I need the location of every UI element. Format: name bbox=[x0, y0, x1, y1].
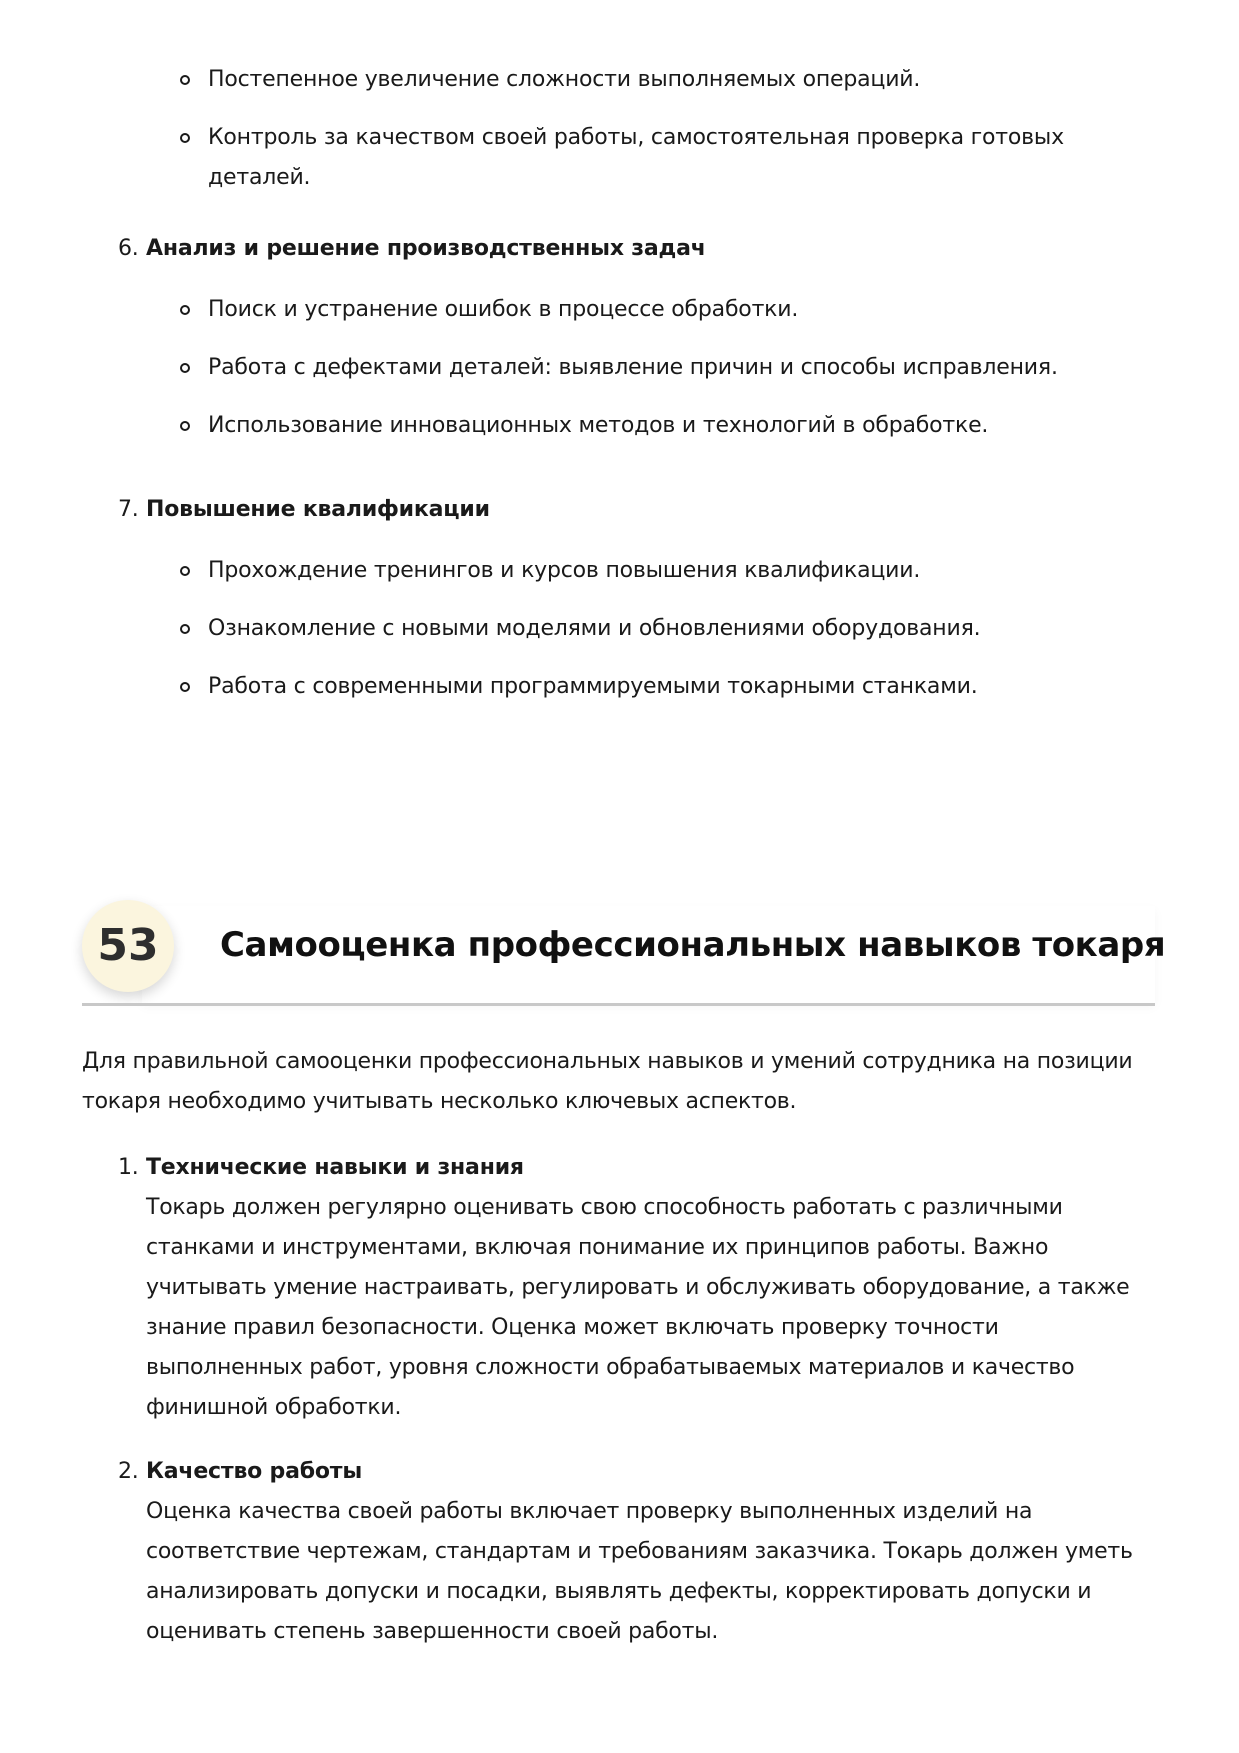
item-number: 6. bbox=[118, 236, 139, 261]
item-body: Токарь должен регулярно оценивать свою способность работать с различными станками и инструментами, включая понимание их принципов работы. Важно учитывать умение настраивать, регулировать и обслуживать оборудование, а также знание правил безопасности. Оценка может включать проверку точности выполненных работ, уровня сложности обрабатываемых материалов и качество финишной обработки. bbox=[146, 1195, 1130, 1420]
item-title: Качество работы bbox=[146, 1459, 363, 1484]
bullet-list-item-6 bbox=[178, 290, 1138, 464]
item-title: Анализ и решение производственных задач bbox=[146, 236, 706, 261]
section-header bbox=[82, 896, 1166, 1006]
list-item: Прохождение тренингов и курсов повышения квалификации. bbox=[178, 551, 1138, 591]
list-item: Работа с дефектами деталей: выявление причин и способы исправления. bbox=[178, 348, 1138, 388]
item-number: 2. bbox=[118, 1459, 139, 1484]
numbered-item-7 bbox=[118, 490, 1158, 530]
item-number: 7. bbox=[118, 497, 139, 522]
list-item: Контроль за качеством своей работы, самостоятельная проверка готовых деталей. bbox=[178, 118, 1088, 198]
item-number: 1. bbox=[118, 1155, 139, 1180]
section-divider bbox=[82, 1003, 1155, 1006]
list-item: Постепенное увеличение сложности выполняемых операций. bbox=[178, 60, 1138, 100]
list-item: Ознакомление с новыми моделями и обновлениями оборудования. bbox=[178, 609, 1138, 649]
numbered-item-2 bbox=[118, 1452, 1158, 1652]
item-body: Оценка качества своей работы включает проверку выполненных изделий на соответствие чертежам, стандартам и требованиям заказчика. Токарь должен уметь анализировать допуски и посадки, выявлять дефекты, корректировать допуски и оценивать степень завершенности своей работы. bbox=[146, 1499, 1133, 1644]
numbered-item-6 bbox=[118, 229, 1158, 269]
section-number-badge: 53 bbox=[82, 900, 174, 992]
bullet-list-top bbox=[178, 60, 1138, 216]
numbered-item-1 bbox=[118, 1148, 1158, 1428]
section-title: Самооценка профессиональных навыков токаря bbox=[220, 925, 1166, 965]
list-item: Использование инновационных методов и технологий в обработке. bbox=[178, 406, 1138, 446]
item-title: Технические навыки и знания bbox=[146, 1155, 524, 1180]
list-item: Поиск и устранение ошибок в процессе обработки. bbox=[178, 290, 1138, 330]
list-item: Работа с современными программируемыми токарными станками. bbox=[178, 667, 1138, 707]
item-title: Повышение квалификации bbox=[146, 497, 490, 522]
section-intro: Для правильной самооценки профессиональных навыков и умений сотрудника на позиции токаря необходимо учитывать несколько ключевых аспектов. bbox=[82, 1049, 1133, 1114]
bullet-list-item-7 bbox=[178, 551, 1138, 725]
